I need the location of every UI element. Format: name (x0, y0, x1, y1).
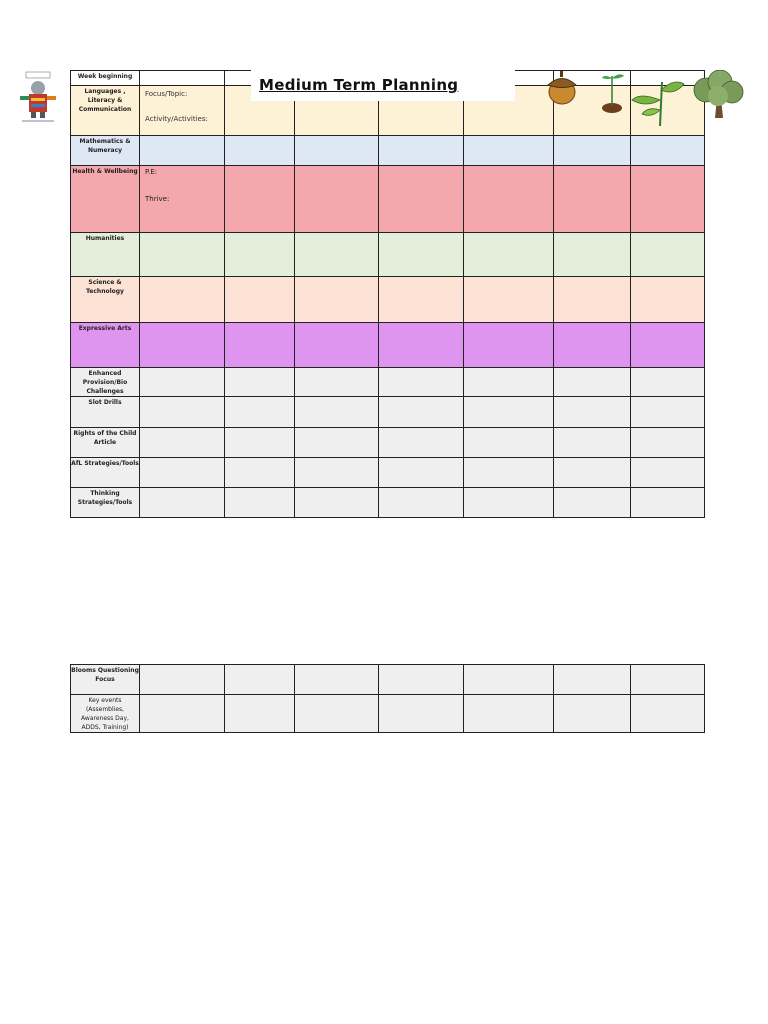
row-health (71, 166, 705, 233)
cell[interactable] (225, 166, 295, 233)
label-enhanced: Enhanced Provision/Bio Challenges (71, 368, 140, 397)
label-expressive: Expressive Arts (71, 323, 140, 368)
cell[interactable] (631, 166, 705, 233)
cell[interactable] (140, 277, 225, 323)
thrive-label: Thrive: (145, 195, 170, 203)
label-thinking: Thinking Strategies/Tools (71, 488, 140, 518)
cell[interactable] (379, 323, 464, 368)
cell[interactable] (379, 488, 464, 518)
cell[interactable] (225, 368, 295, 397)
cell[interactable] (225, 136, 295, 166)
cell[interactable] (554, 665, 631, 695)
cell[interactable] (464, 166, 554, 233)
cell[interactable] (295, 397, 379, 428)
cell[interactable] (464, 368, 554, 397)
cell[interactable] (464, 323, 554, 368)
cell[interactable] (295, 136, 379, 166)
label-humanities: Humanities (71, 233, 140, 277)
cell[interactable] (554, 695, 631, 733)
cell[interactable] (225, 323, 295, 368)
cell[interactable] (295, 166, 379, 233)
cell[interactable] (464, 665, 554, 695)
cell[interactable] (225, 665, 295, 695)
row-maths (71, 136, 705, 166)
cell[interactable] (140, 695, 225, 733)
cell[interactable] (295, 368, 379, 397)
cell[interactable] (225, 397, 295, 428)
cell[interactable] (140, 323, 225, 368)
row-slot-drills (71, 397, 705, 428)
tree-picture (690, 70, 746, 120)
cell[interactable] (295, 323, 379, 368)
cell[interactable] (295, 695, 379, 733)
cell[interactable] (464, 277, 554, 323)
pe-label: P.E: (145, 168, 158, 176)
cell[interactable] (379, 397, 464, 428)
label-key-events: Key events (Assemblies, Awareness Day, ADDS, Training) (71, 695, 140, 733)
cell[interactable] (140, 233, 225, 277)
cell[interactable] (631, 368, 705, 397)
label-health: Health & Wellbeing (71, 166, 140, 233)
cell[interactable] (631, 488, 705, 518)
cell[interactable] (554, 277, 631, 323)
cell[interactable] (631, 458, 705, 488)
focus-topic-label: Focus/Topic: (145, 90, 188, 98)
cell[interactable] (554, 166, 631, 233)
cell[interactable] (554, 458, 631, 488)
cell[interactable] (295, 458, 379, 488)
cell[interactable] (464, 695, 554, 733)
cell[interactable] (554, 488, 631, 518)
cell[interactable] (379, 665, 464, 695)
cell[interactable] (225, 277, 295, 323)
cell[interactable] (631, 695, 705, 733)
label-languages: Languages , Literacy & Communication (71, 86, 140, 136)
cell[interactable] (140, 368, 225, 397)
sapling-picture (630, 72, 688, 128)
cell[interactable] (140, 71, 225, 86)
cell[interactable] (464, 488, 554, 518)
cell[interactable] (295, 233, 379, 277)
school-logo (16, 70, 60, 126)
cell[interactable] (140, 665, 225, 695)
cell[interactable] (554, 397, 631, 428)
cell[interactable] (631, 397, 705, 428)
cell[interactable] (464, 428, 554, 458)
label-afl: AfL Strategies/Tools (71, 458, 140, 488)
cell[interactable] (379, 695, 464, 733)
cell[interactable] (554, 368, 631, 397)
cell[interactable] (225, 233, 295, 277)
cell[interactable] (554, 428, 631, 458)
cell[interactable] (379, 458, 464, 488)
pe-thrive-cell[interactable] (140, 166, 225, 233)
label-week-beginning: Week beginning (71, 71, 140, 86)
activity-label: Activity/Activities: (145, 115, 208, 123)
row-afl (71, 458, 705, 488)
cell[interactable] (464, 458, 554, 488)
cell[interactable] (140, 136, 225, 166)
row-humanities (71, 233, 705, 277)
cell[interactable] (379, 277, 464, 323)
label-blooms: Blooms Questioning Focus (71, 665, 140, 695)
cell[interactable] (225, 458, 295, 488)
cell[interactable] (225, 695, 295, 733)
planning-grid (70, 70, 705, 518)
page-title: Medium Term Planning (259, 76, 459, 94)
row-science (71, 277, 705, 323)
cell[interactable] (225, 488, 295, 518)
cell[interactable] (295, 428, 379, 458)
cell[interactable] (554, 323, 631, 368)
cell[interactable] (631, 323, 705, 368)
label-slot-drills: Slot Drills (71, 397, 140, 428)
cell[interactable] (140, 397, 225, 428)
label-science: Science & Technology (71, 277, 140, 323)
row-key-events (71, 695, 705, 733)
row-thinking (71, 488, 705, 518)
row-blooms (71, 665, 705, 695)
cell[interactable] (379, 368, 464, 397)
label-maths: Mathematics & Numeracy (71, 136, 140, 166)
cell[interactable] (464, 233, 554, 277)
acorn-picture (544, 70, 580, 106)
row-expressive (71, 323, 705, 368)
cell[interactable] (631, 428, 705, 458)
cell[interactable] (225, 428, 295, 458)
cell[interactable] (295, 488, 379, 518)
cell[interactable] (631, 136, 705, 166)
cell[interactable] (464, 397, 554, 428)
cell[interactable] (631, 233, 705, 277)
cell[interactable] (140, 458, 225, 488)
cell[interactable] (379, 233, 464, 277)
label-rights: Rights of the Child Article (71, 428, 140, 458)
cell[interactable] (140, 428, 225, 458)
row-enhanced (71, 368, 705, 397)
cell[interactable] (554, 233, 631, 277)
cell[interactable] (140, 488, 225, 518)
seedling-picture (596, 70, 628, 114)
cell[interactable] (295, 277, 379, 323)
cell[interactable] (379, 166, 464, 233)
cell[interactable] (631, 665, 705, 695)
cell[interactable] (631, 277, 705, 323)
cell[interactable] (295, 665, 379, 695)
cell[interactable] (554, 136, 631, 166)
row-rights (71, 428, 705, 458)
cell[interactable] (379, 136, 464, 166)
bottom-grid (70, 664, 705, 733)
cell[interactable] (464, 136, 554, 166)
cell[interactable] (379, 428, 464, 458)
focus-activity-cell[interactable] (140, 86, 225, 136)
